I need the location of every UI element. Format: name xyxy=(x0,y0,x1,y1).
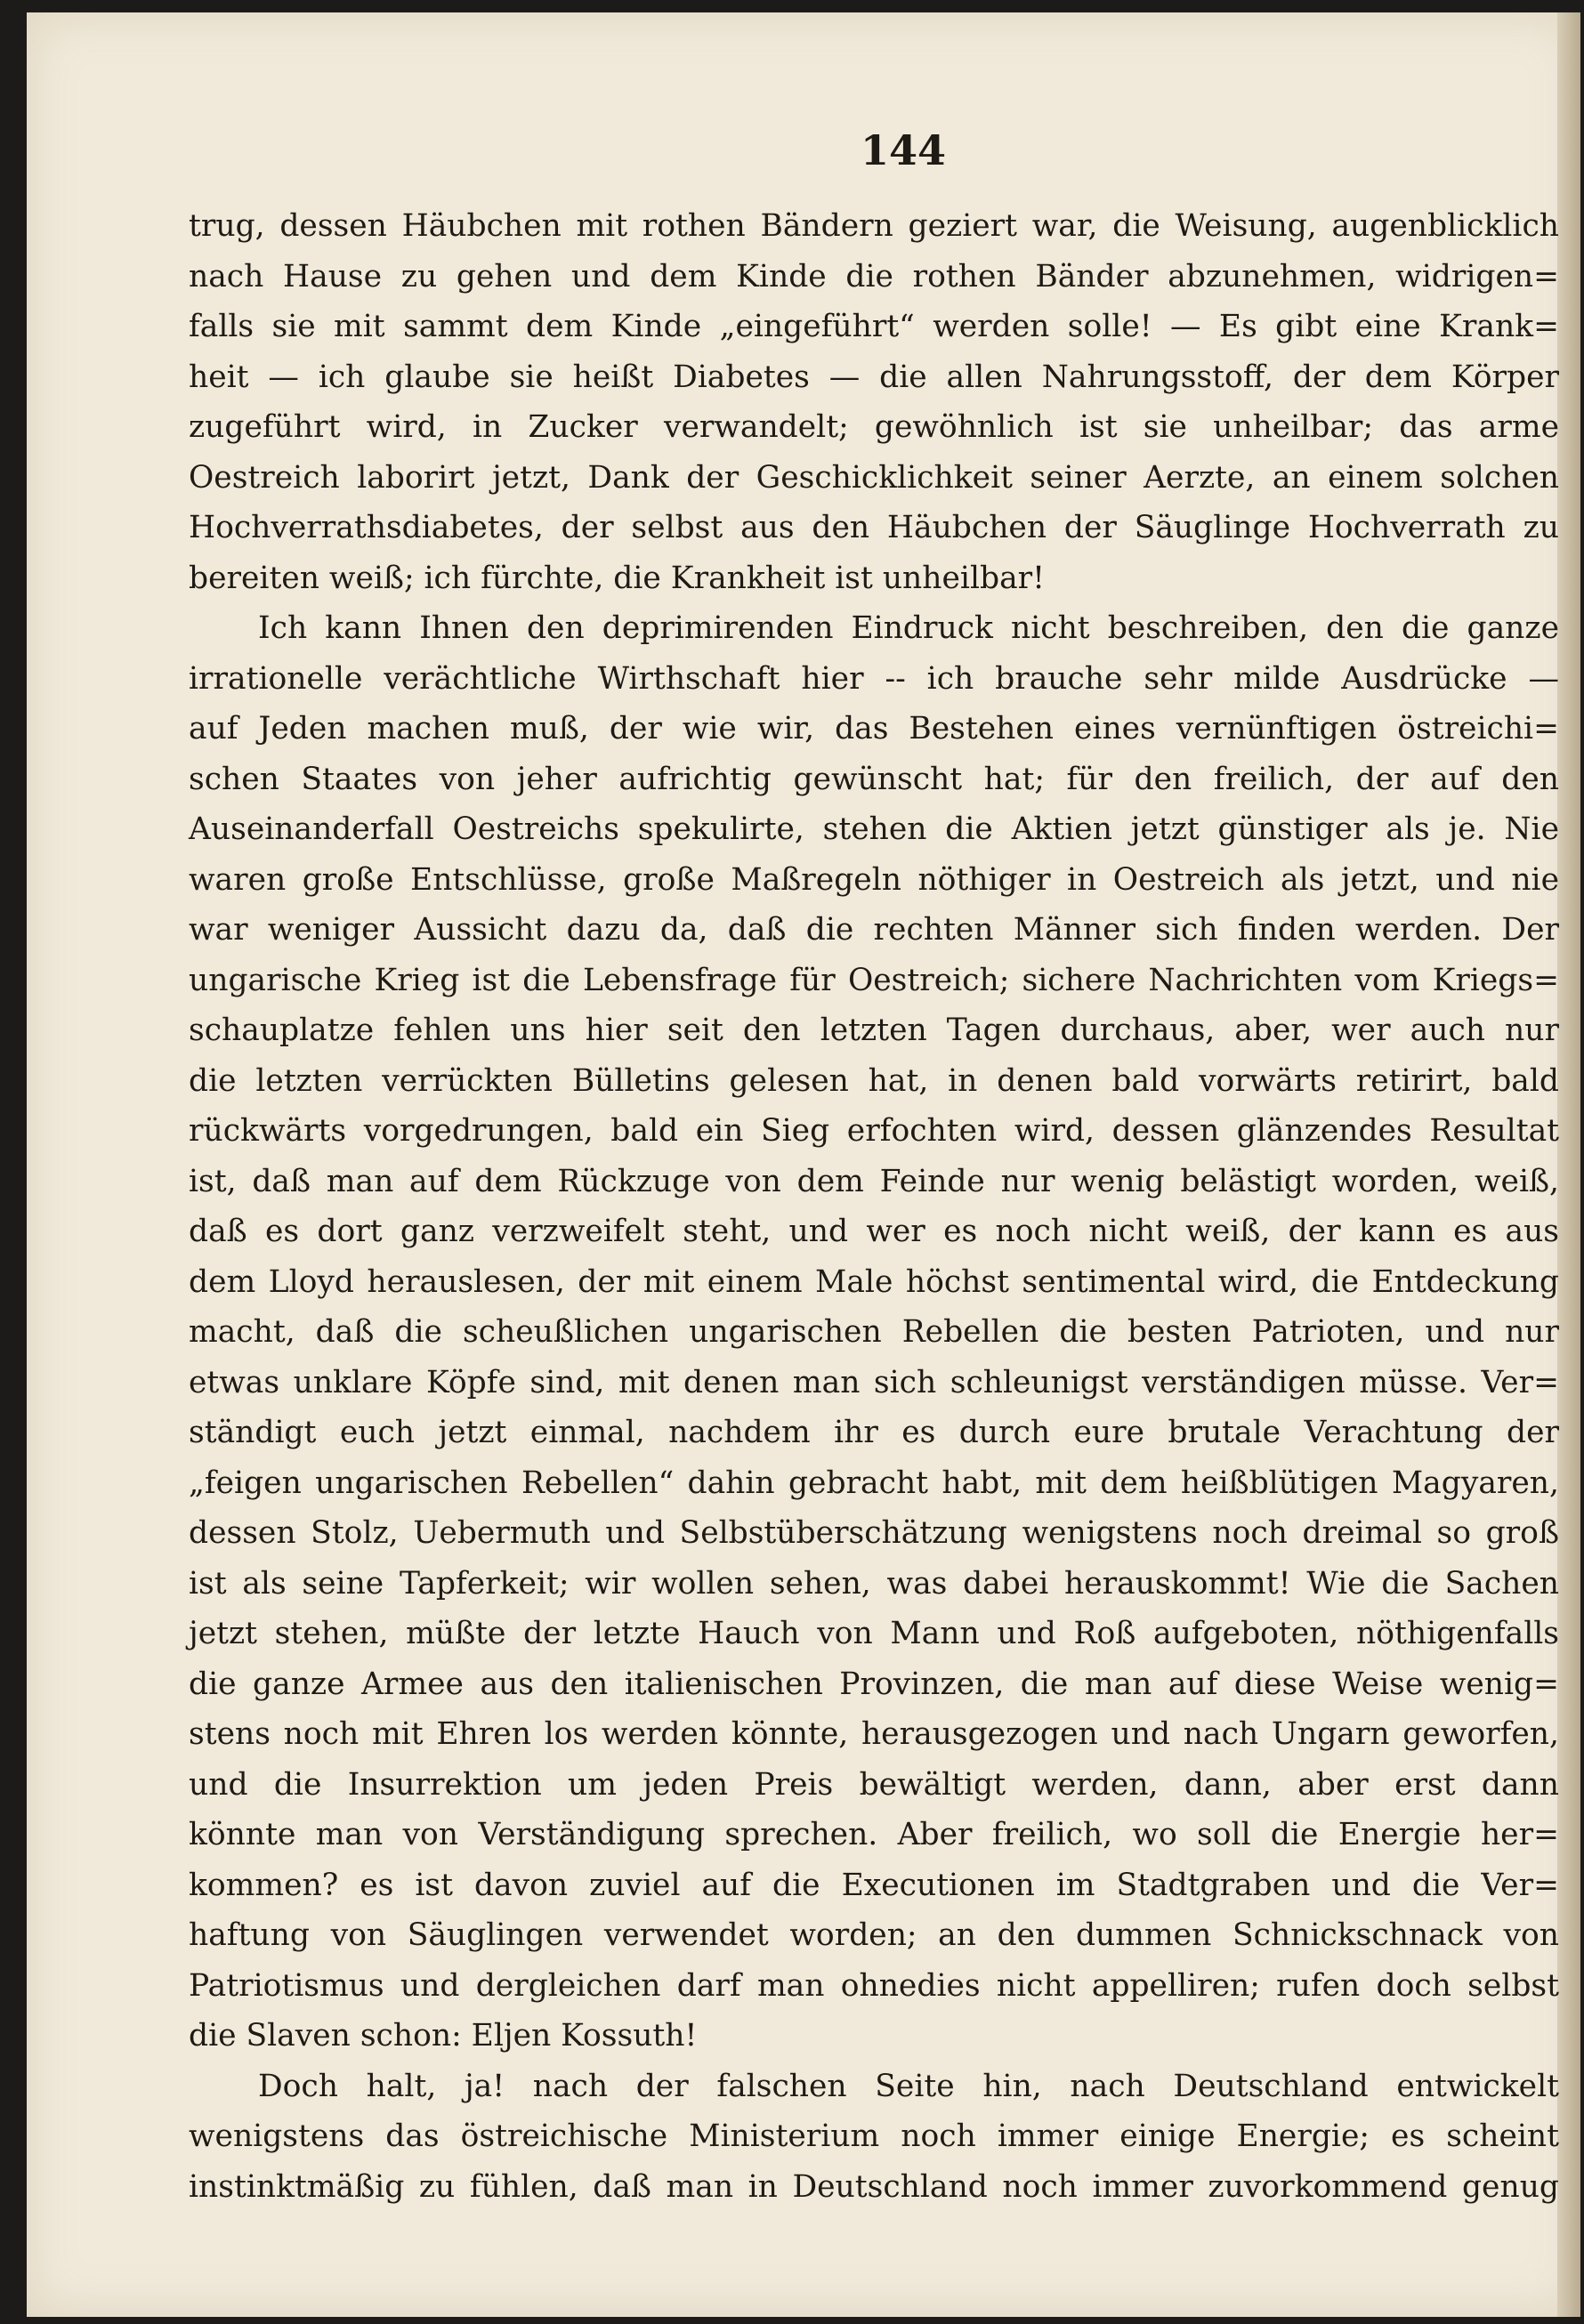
text-line: rückwärts vorgedrungen, bald ein Sieg erfochten wird, dessen glänzendes Resultat xyxy=(189,1113,1559,1149)
text-line: nach Hause zu gehen und dem Kinde die rothen Bänder abzunehmen, widrigen= xyxy=(189,258,1559,295)
text-line: ist als seine Tapferkeit; wir wollen sehen, was dabei herauskommt! Wie die Sachen xyxy=(189,1565,1559,1602)
text-line: heit — ich glaube sie heißt Diabetes — die allen Nahrungsstoff, der dem Körper xyxy=(189,359,1559,395)
text-line: kommen? es ist davon zuviel auf die Executionen im Stadtgraben und die Ver= xyxy=(189,1867,1559,1903)
text-line: war weniger Aussicht dazu da, daß die rechten Männer sich finden werden. Der xyxy=(189,912,1559,948)
text-line: haftung von Säuglingen verwendet worden; an den dummen Schnickschnack von xyxy=(189,1917,1559,1953)
text-line: daß es dort ganz verzweifelt steht, und wer es noch nicht weiß, der kann es aus xyxy=(189,1214,1559,1249)
text-line: Auseinanderfall Oestreichs spekulirte, stehen die Aktien jetzt günstiger als je. Nie xyxy=(189,811,1559,847)
text-line: Patriotismus und dergleichen darf man ohnedies nicht appelliren; rufen doch selbst xyxy=(189,1967,1559,2004)
text-line: waren große Entschlüsse, große Maßregeln nöthiger in Oestreich als jetzt, und nie xyxy=(189,861,1559,898)
text-line: schen Staates von jeher aufrichtig gewünscht hat; für den freilich, der auf den xyxy=(189,761,1559,797)
body-text xyxy=(189,201,1559,2212)
text-line: instinktmäßig zu fühlen, daß man in Deutschland noch immer zuvorkommend genug xyxy=(189,2168,1559,2205)
text-line: die ganze Armee aus den italienischen Provinzen, die man auf diese Weise wenig= xyxy=(189,1666,1559,1702)
text-line: ständigt euch jetzt einmal, nachdem ihr es durch eure brutale Verachtung der xyxy=(189,1415,1559,1450)
book-page xyxy=(27,12,1580,2317)
text-line: schauplatze fehlen uns hier seit den letzten Tagen durchaus, aber, wer auch nur xyxy=(189,1013,1559,1048)
text-line: die letzten verrückten Bülletins gelesen hat, in denen bald vorwärts retirirt, bald xyxy=(189,1062,1559,1099)
text-line: ungarische Krieg ist die Lebensfrage für Oestreich; sichere Nachrichten vom Kriegs= xyxy=(189,962,1559,998)
text-line: falls sie mit sammt dem Kinde „eingeführt“ werden solle! — Es gibt eine Krank= xyxy=(189,309,1559,344)
text-line: trug, dessen Häubchen mit rothen Bändern geziert war, die Weisung, augenblicklich xyxy=(189,208,1559,244)
text-line: macht, daß die scheußlichen ungarischen Rebellen die besten Patrioten, und nur xyxy=(189,1314,1559,1350)
text-line: die Slaven schon: Eljen Kossuth! xyxy=(189,2018,698,2054)
text-line: ist, daß man auf dem Rückzuge von dem Feinde nur wenig belästigt worden, weiß, xyxy=(189,1163,1559,1199)
text-line: „feigen ungarischen Rebellen“ dahin gebracht habt, mit dem heißblütigen Magyaren, xyxy=(189,1465,1559,1501)
page-spine-edge xyxy=(1557,12,1580,2317)
text-line: Oestreich laborirt jetzt, Dank der Geschicklichkeit seiner Aerzte, an einem solchen xyxy=(189,459,1559,496)
text-line: stens noch mit Ehren los werden könnte, herausgezogen und nach Ungarn geworfen, xyxy=(189,1716,1559,1752)
text-line: wenigstens das östreichische Ministerium noch immer einige Energie; es scheint xyxy=(189,2118,1559,2154)
text-line: auf Jeden machen muß, der wie wir, das Bestehen eines vernünftigen östreichi= xyxy=(189,711,1559,746)
text-line: könnte man von Verständigung sprechen. Aber freilich, wo soll die Energie her= xyxy=(189,1817,1559,1852)
text-line: irrationelle verächtliche Wirthschaft hier -- ich brauche sehr milde Ausdrücke — xyxy=(189,660,1559,697)
text-line: zugeführt wird, in Zucker verwandelt; gewöhnlich ist sie unheilbar; das arme xyxy=(189,409,1559,445)
text-line: Hochverrathsdiabetes, der selbst aus den Häubchen der Säuglinge Hochverrath zu xyxy=(189,510,1559,545)
text-line: jetzt stehen, müßte der letzte Hauch von Mann und Roß aufgeboten, nöthigenfalls xyxy=(189,1616,1559,1651)
text-line: etwas unklare Köpfe sind, mit denen man sich schleunigst verständigen müsse. Ver= xyxy=(189,1364,1559,1400)
text-line: bereiten weiß; ich fürchte, die Krankheit ist unheilbar! xyxy=(189,560,1045,596)
text-line: und die Insurrektion um jeden Preis bewältigt werden, dann, aber erst dann xyxy=(189,1766,1559,1803)
page-number: 144 xyxy=(860,126,947,174)
text-line: dem Lloyd herauslesen, der mit einem Male höchst sentimental wird, die Entdeckung xyxy=(189,1263,1559,1300)
text-line: Doch halt, ja! nach der falschen Seite hin, nach Deutschland entwickelt xyxy=(258,2068,1559,2104)
text-line: Ich kann Ihnen den deprimirenden Eindruck nicht beschreiben, den die ganze xyxy=(258,610,1559,646)
text-line: dessen Stolz, Uebermuth und Selbstüberschätzung wenigstens noch dreimal so groß xyxy=(189,1515,1559,1551)
